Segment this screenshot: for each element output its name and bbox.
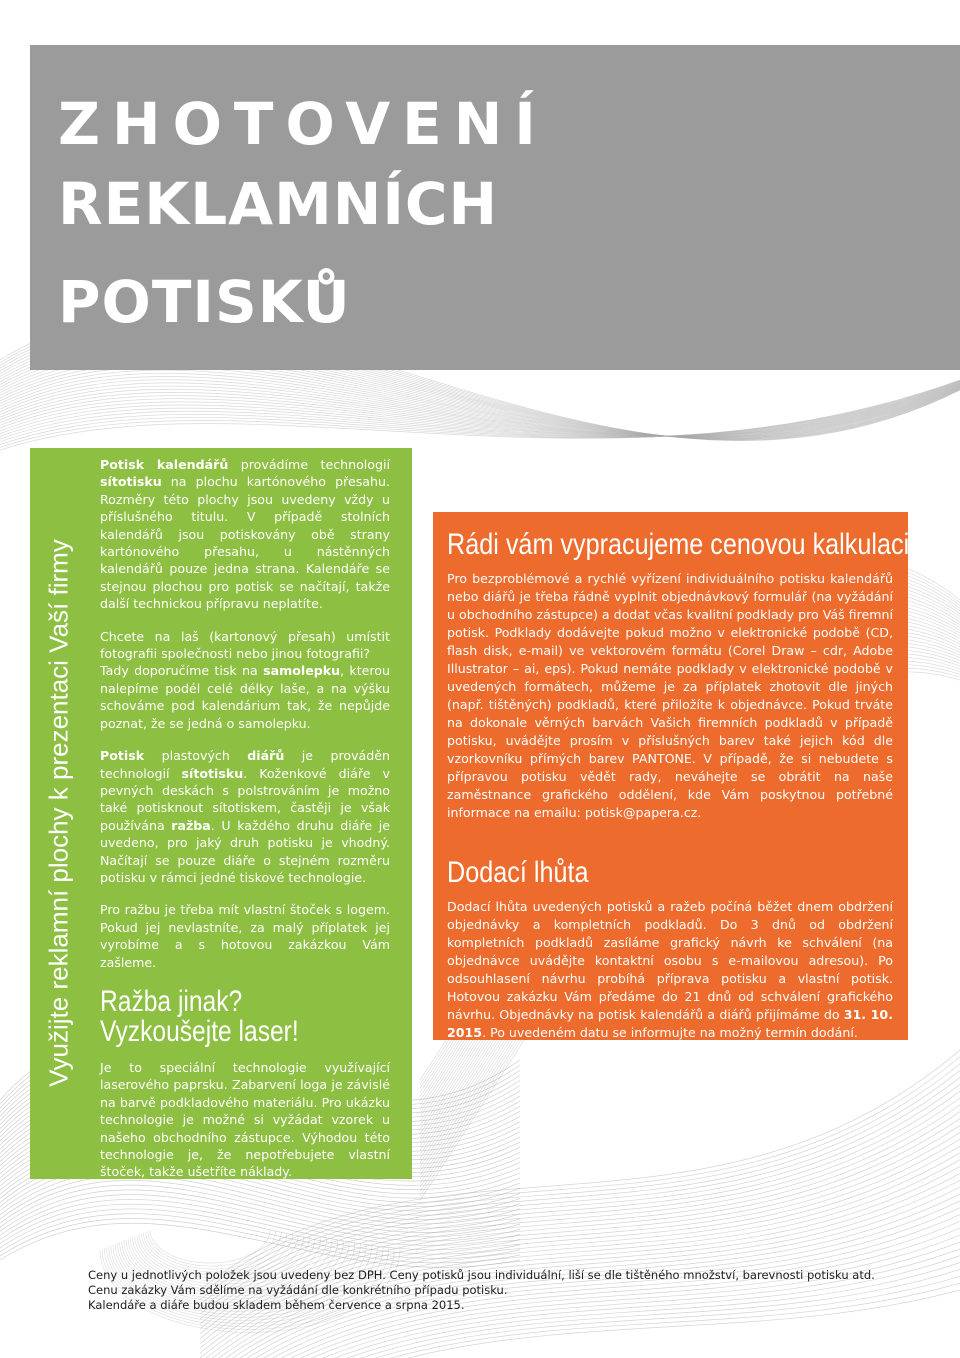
green-info-panel: [88, 448, 412, 1179]
stamping-paragraph: Pro ražbu je třeba mít vlastní štoček s logem. Pokud jej nevlastníte, za malý příplatek jej vyrobíme a s hotovou zakázkou Vám zašleme.: [100, 902, 390, 970]
page-title-line-2: REKLAMNÍCH: [58, 170, 499, 238]
quote-heading: Rádi vám vypracujeme cenovou kalkulaci: [447, 528, 910, 561]
calendars-paragraph: [100, 456, 390, 613]
page-title-line-3: POTISKŮ: [58, 268, 351, 336]
diaries-emphasis: diářů: [247, 748, 285, 764]
order-deadline-date: 31. 10. 2015: [447, 1007, 893, 1040]
delivery-text-rest: . Po uvedeném datu se informujte na možný termín dodání.: [482, 1025, 858, 1040]
laser-heading: [100, 984, 338, 1048]
swirl-line: [0, 1180, 520, 1228]
footer-note-line-2: Cenu zakázky Vám sdělíme na vyžádání dle konkrétního případu potisku.: [88, 1283, 508, 1297]
sticker-text-rest: , kterou nalepíme podél celé délky laše, a na výšku schováme pod kalendárium tak, že nepůjde poznat, že se jedná o samolepku.: [100, 663, 390, 731]
delivery-text: Dodací lhůta uvedených potisků a ražeb počíná běžet dnem obdržení objednávky a kompletních podkladů. Do 3 dnů od obdržení kompletních podkladů zasíláme grafický návrh ke schválení (na objednávce uvádějte kontaktní osobu s e-mailovou adresou). Po odsouhlasení návrhu probíhá příprava potisku a vlastní potisk. Hotovou zakázku Vám předáme do 21 dnů od schválení grafického návrhu. Objednávky na potisk kalendářů a diářů přijímáme do: [447, 899, 893, 1022]
screenprint-emphasis: sítotisku: [100, 474, 162, 490]
diaries-text: plastových: [144, 748, 248, 764]
side-caption: Využijte reklamní plochy k prezentaci Vaší firmy: [43, 539, 74, 1087]
diaries-text-2: je prováděn technologií: [100, 748, 390, 781]
embossing-emphasis: ražba: [171, 817, 211, 833]
delivery-heading: Dodací lhůta: [447, 856, 589, 889]
page-title-line-1: ZHOTOVENÍ: [58, 90, 548, 158]
footer-note-line-1: Ceny u jednotlivých položek jsou uvedeny bez DPH. Ceny potisků jsou individuální, liší se dle tištěného množství, barevnosti potisku atd.: [88, 1268, 875, 1282]
footer-note-line-3: Kalendáře a diáře budou skladem během července a srpna 2015.: [88, 1298, 465, 1312]
sticker-text: Tady doporučíme tisk na: [100, 663, 264, 679]
laser-heading-line-1: Ražba jinak?: [100, 984, 243, 1018]
diaries-emphasis-potisk: Potisk: [100, 748, 145, 764]
sticker-emphasis: samolepku: [263, 663, 341, 679]
quote-paragraph: Pro bezproblémové a rychlé vyřízení individuálního potisku kalendářů nebo diářů je třeba řádně vyplnit objednávkový formulář (na vyžádání u obchodního zástupce) a dodat včas kvalitní podklady pro Váš firemní potisk. Podklady dodávejte pokud možno v elektronické podobě (CD, flash disk, e-mail) ve vektorovém formátu (Corel Draw – cdr, Adobe Illustrator – ai, eps). Pokud nemáte podklady v elektronické podobě v uvedených formátech, můžeme je za příplatek zhotovit dle jiných (např. tištěných) podkladů, které přiložíte k objednávce. Pokud trváte na dokonale věrných barvách Vašich firemních podkladů v případě potisku, uvádějte prosím v příslušných barev také jejich kód dle vzorkovníku přímých barev PANTONE. V případě, že si nebudete s přípravou potisku vědět rady, neváhejte se obrátit na naše zaměstnance grafického oddělení, kde Vám poskytnou potřebné informace na emailu: potisk@papera.cz.: [447, 571, 893, 820]
sticker-paragraph: [100, 662, 390, 732]
laser-heading-line-2: Vyzkoušejte laser!: [100, 1014, 299, 1048]
swirl-line: [0, 1176, 520, 1224]
diaries-text-3: . Koženkové diáře v pevných deskách s polstrováním je možno také potisknout sítotiskem, častěji je však používána: [100, 765, 390, 833]
orange-info-panel: [433, 512, 908, 1040]
footer-notes: [88, 1268, 928, 1313]
calendars-text-rest: na plochu kartónového přesahu. Rozměry této plochy jsou uvedeny vždy u příslušného titulu. V případě stolních kalendářů jsou potiskovány obě strany kartónového přesahu, u nástěnných kalendářů pouze jedna strana. Kalendáře se stejnou plochou pro potisk se načítají, takže další technickou přípravu neplatíte.: [100, 474, 390, 612]
delivery-paragraph: [447, 898, 893, 1042]
header-band: [30, 45, 960, 370]
calendars-text: provádíme technologií: [228, 457, 390, 472]
photo-question: Chcete na laš (kartonový přesah) umístit fotografii společnosti nebo jinou fotografii?: [100, 628, 390, 662]
swirl-line: [0, 380, 960, 447]
diaries-screenprint-emphasis: sítotisku: [181, 765, 244, 781]
side-caption-band: [30, 448, 88, 1179]
diaries-paragraph: [100, 747, 390, 886]
laser-paragraph: Je to speciální technologie využívající laserového paprsku. Zabarvení loga je závislé na barvě podkladového materiálu. Pro ukázku technologie je možné si vyžádat vzorek u našeho obchodního zástupce. Výhodou této technologie je, že nepotřebujete vlastní štoček, takže ušetříte náklady.: [100, 1059, 390, 1180]
calendars-emphasis: Potisk kalendářů: [100, 457, 229, 472]
diaries-text-4: . U každého druhu diáře je uvedeno, pro jaký druh potisku je vhodný. Načítají se pouze diáře o stejném rozměru potisku v rámci jedné tiskové technologie.: [100, 817, 390, 885]
swirl-line: [0, 380, 960, 450]
